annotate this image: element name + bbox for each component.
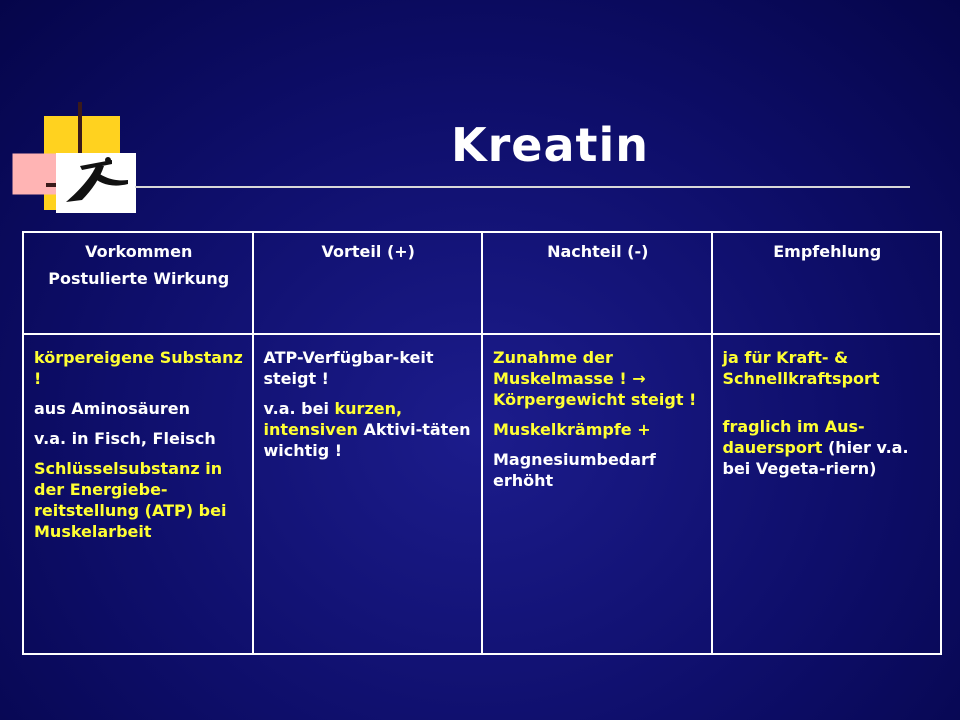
cell-text: Körpergewicht steigt !	[493, 390, 697, 409]
runner-logo-icon	[0, 0, 150, 230]
cell-nachteil	[482, 334, 712, 654]
cell-text: ja für Kraft- & Schnellkraftsport	[722, 348, 880, 388]
cell-text: Zunahme der Muskelmasse !	[493, 348, 633, 388]
cell-text-group	[493, 347, 703, 410]
slide-title: Kreatin	[450, 118, 650, 172]
cell-vorkommen	[23, 334, 253, 654]
cell-text-group	[264, 398, 474, 461]
cell-empfehlung	[712, 334, 942, 654]
spacer	[723, 398, 933, 416]
table-header-row	[23, 232, 941, 334]
header-nachteil	[482, 232, 712, 334]
header-vorkommen	[23, 232, 253, 334]
header-empfehlung	[712, 232, 942, 334]
cell-text: Schlüsselsubstanz in der Energiebe-reitstellung (ATP) bei Muskelarbeit	[34, 459, 227, 541]
cell-text: aus Aminosäuren	[34, 399, 191, 418]
header-line: Nachteil (-)	[547, 242, 649, 261]
cell-text-group	[723, 416, 933, 479]
cell-text: Magnesiumbedarf erhöht	[493, 450, 656, 490]
cell-text: körpereigene Substanz !	[34, 348, 243, 388]
arrow-right-icon: →	[632, 369, 646, 388]
cell-text: (hier v.a. bei Vegeta-riern)	[722, 438, 909, 478]
header-vorteil	[253, 232, 483, 334]
header-line: Postulierte Wirkung	[48, 269, 230, 288]
cell-text-highlight: fraglich im Aus-dauersport	[722, 417, 865, 457]
cell-text: v.a. bei	[263, 399, 335, 418]
cell-vorteil	[253, 334, 483, 654]
cell-text-highlight: kurzen, intensiven	[263, 399, 403, 439]
cell-text: Aktivi-täten wichtig !	[263, 420, 471, 460]
kreatin-table	[22, 231, 942, 655]
cell-text: ATP-Verfügbar-keit steigt !	[263, 348, 434, 388]
cell-text: v.a. in Fisch, Fleisch	[34, 429, 216, 448]
table-row	[23, 334, 941, 654]
cell-text: Muskelkrämpfe +	[493, 420, 651, 439]
header-line: Vorkommen	[85, 242, 193, 261]
header-line: Vorteil (+)	[321, 242, 415, 261]
title-divider	[135, 186, 910, 188]
header-line: Empfehlung	[773, 242, 882, 261]
